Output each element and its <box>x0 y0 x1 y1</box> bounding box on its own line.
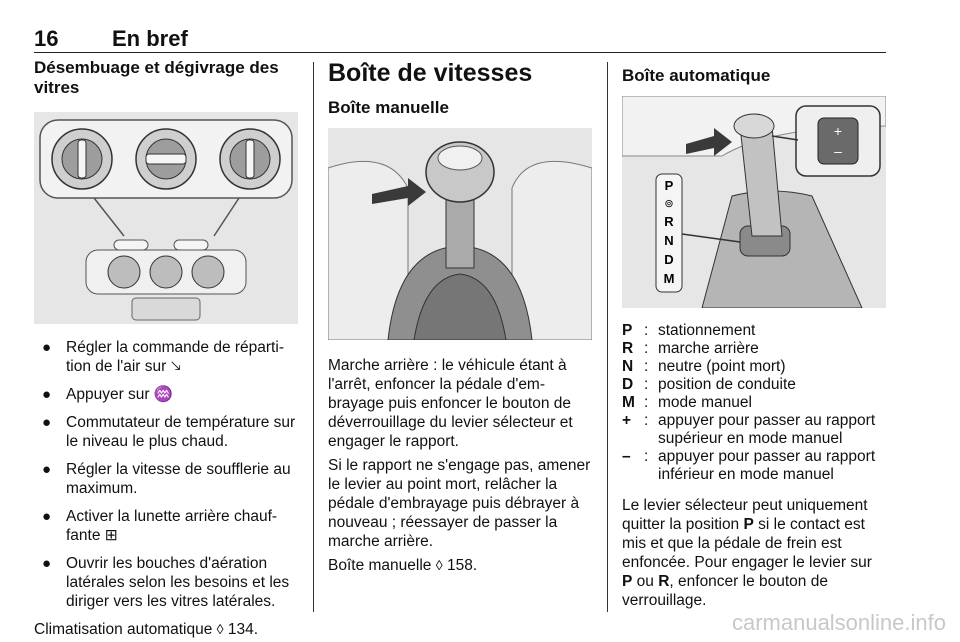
definition-row: D : position de conduite <box>622 376 796 393</box>
column-divider <box>607 62 608 612</box>
lock-icon: ⊚ <box>664 198 674 210</box>
climate-control-illustration <box>34 112 298 324</box>
air-distribution-icon: 🡖 <box>170 358 181 375</box>
manual-gearbox-illustration <box>328 128 592 340</box>
list-item: ● Commutateur de température sur le niveau le plus chaud. <box>42 414 296 450</box>
minus-icon: – <box>834 143 842 159</box>
column-defrost <box>34 58 298 639</box>
defrost-icon: ♒ <box>153 386 174 403</box>
definition-row: – : appuyer pour passer au rapport inférieur en mode manuel <box>622 448 876 483</box>
watermark: carmanualsonline.info <box>731 610 946 635</box>
auto-climate-reference: Climatisation automatique ◊ 134. <box>34 621 259 638</box>
selector-letter: P <box>664 178 674 193</box>
list-item: ● Ouvrir les bouches d'aération latérales selon les besoins et les diriger vers les vitres latérales. <box>42 555 290 610</box>
gear-knob-drawing <box>328 128 592 340</box>
defrost-steps <box>34 338 298 611</box>
definition-row: + : appuyer pour passer au rapport supérieur en mode manuel <box>622 412 876 447</box>
page-ref-icon: ◊ <box>435 557 443 573</box>
rear-window-heating-icon: ⊞ <box>104 527 118 544</box>
column-transmission <box>328 58 592 575</box>
definition-row: P : stationnement <box>622 322 756 339</box>
section-title: En bref <box>112 26 188 51</box>
page-header <box>34 26 886 53</box>
reverse-gear-text: Marche arrière : le véhicule étant à l'arrêt, enfoncer la pédale d'embrayage puis enfoncer le bouton de déverrouillage du levier sélecteur et engager le rapport. <box>328 357 573 450</box>
selector-letter: R <box>664 214 674 229</box>
automatic-gearbox-illustration <box>622 96 886 308</box>
position-definitions <box>622 322 886 484</box>
page-ref-icon: ◊ <box>216 621 224 637</box>
list-item: ● Activer la lunette arrière chauffante ⊞ <box>42 508 278 544</box>
list-item: ● Régler la vitesse de soufflerie au maximum. <box>42 461 291 497</box>
climate-control-drawing <box>34 112 298 324</box>
transmission-title: Boîte de vitesses <box>328 59 533 87</box>
selector-lever-drawing <box>622 96 886 308</box>
reverse-retry-text: Si le rapport ne s'engage pas, amener le levier au point mort, relâcher la pédale d'embrayage puis débrayer à nouveau ; réessayer de passer la marche arrière. <box>328 457 591 550</box>
list-item: ● Appuyer sur ♒ <box>42 386 174 403</box>
selector-letter: M <box>663 271 675 286</box>
selector-letter: D <box>664 252 674 267</box>
manual-gearbox-reference: Boîte manuelle ◊ 158. <box>328 557 478 574</box>
list-item: ● Régler la commande de répartition de l'air sur 🡖 <box>42 339 284 375</box>
definition-row: M : mode manuel <box>622 394 752 411</box>
plus-icon: + <box>833 123 843 139</box>
column-divider <box>313 62 314 612</box>
page-number: 16 <box>34 26 59 51</box>
definition-row: R : marche arrière <box>622 340 759 357</box>
selector-letter: N <box>664 233 674 248</box>
selector-lever-text: Le levier sélecteur peut uniquement quitter la position P si le contact est mis et que la pédale de frein est enfoncée. Pour engager le levier sur P ou R, enfoncer le bouton de verrouillage. <box>622 497 872 609</box>
defrost-title: Désembuage et dégivrage des vitres <box>34 58 279 97</box>
column-automatic <box>622 58 886 610</box>
automatic-gearbox-title: Boîte automatique <box>622 66 771 85</box>
manual-gearbox-subtitle: Boîte manuelle <box>328 98 449 117</box>
definition-row: N : neutre (point mort) <box>622 358 786 375</box>
